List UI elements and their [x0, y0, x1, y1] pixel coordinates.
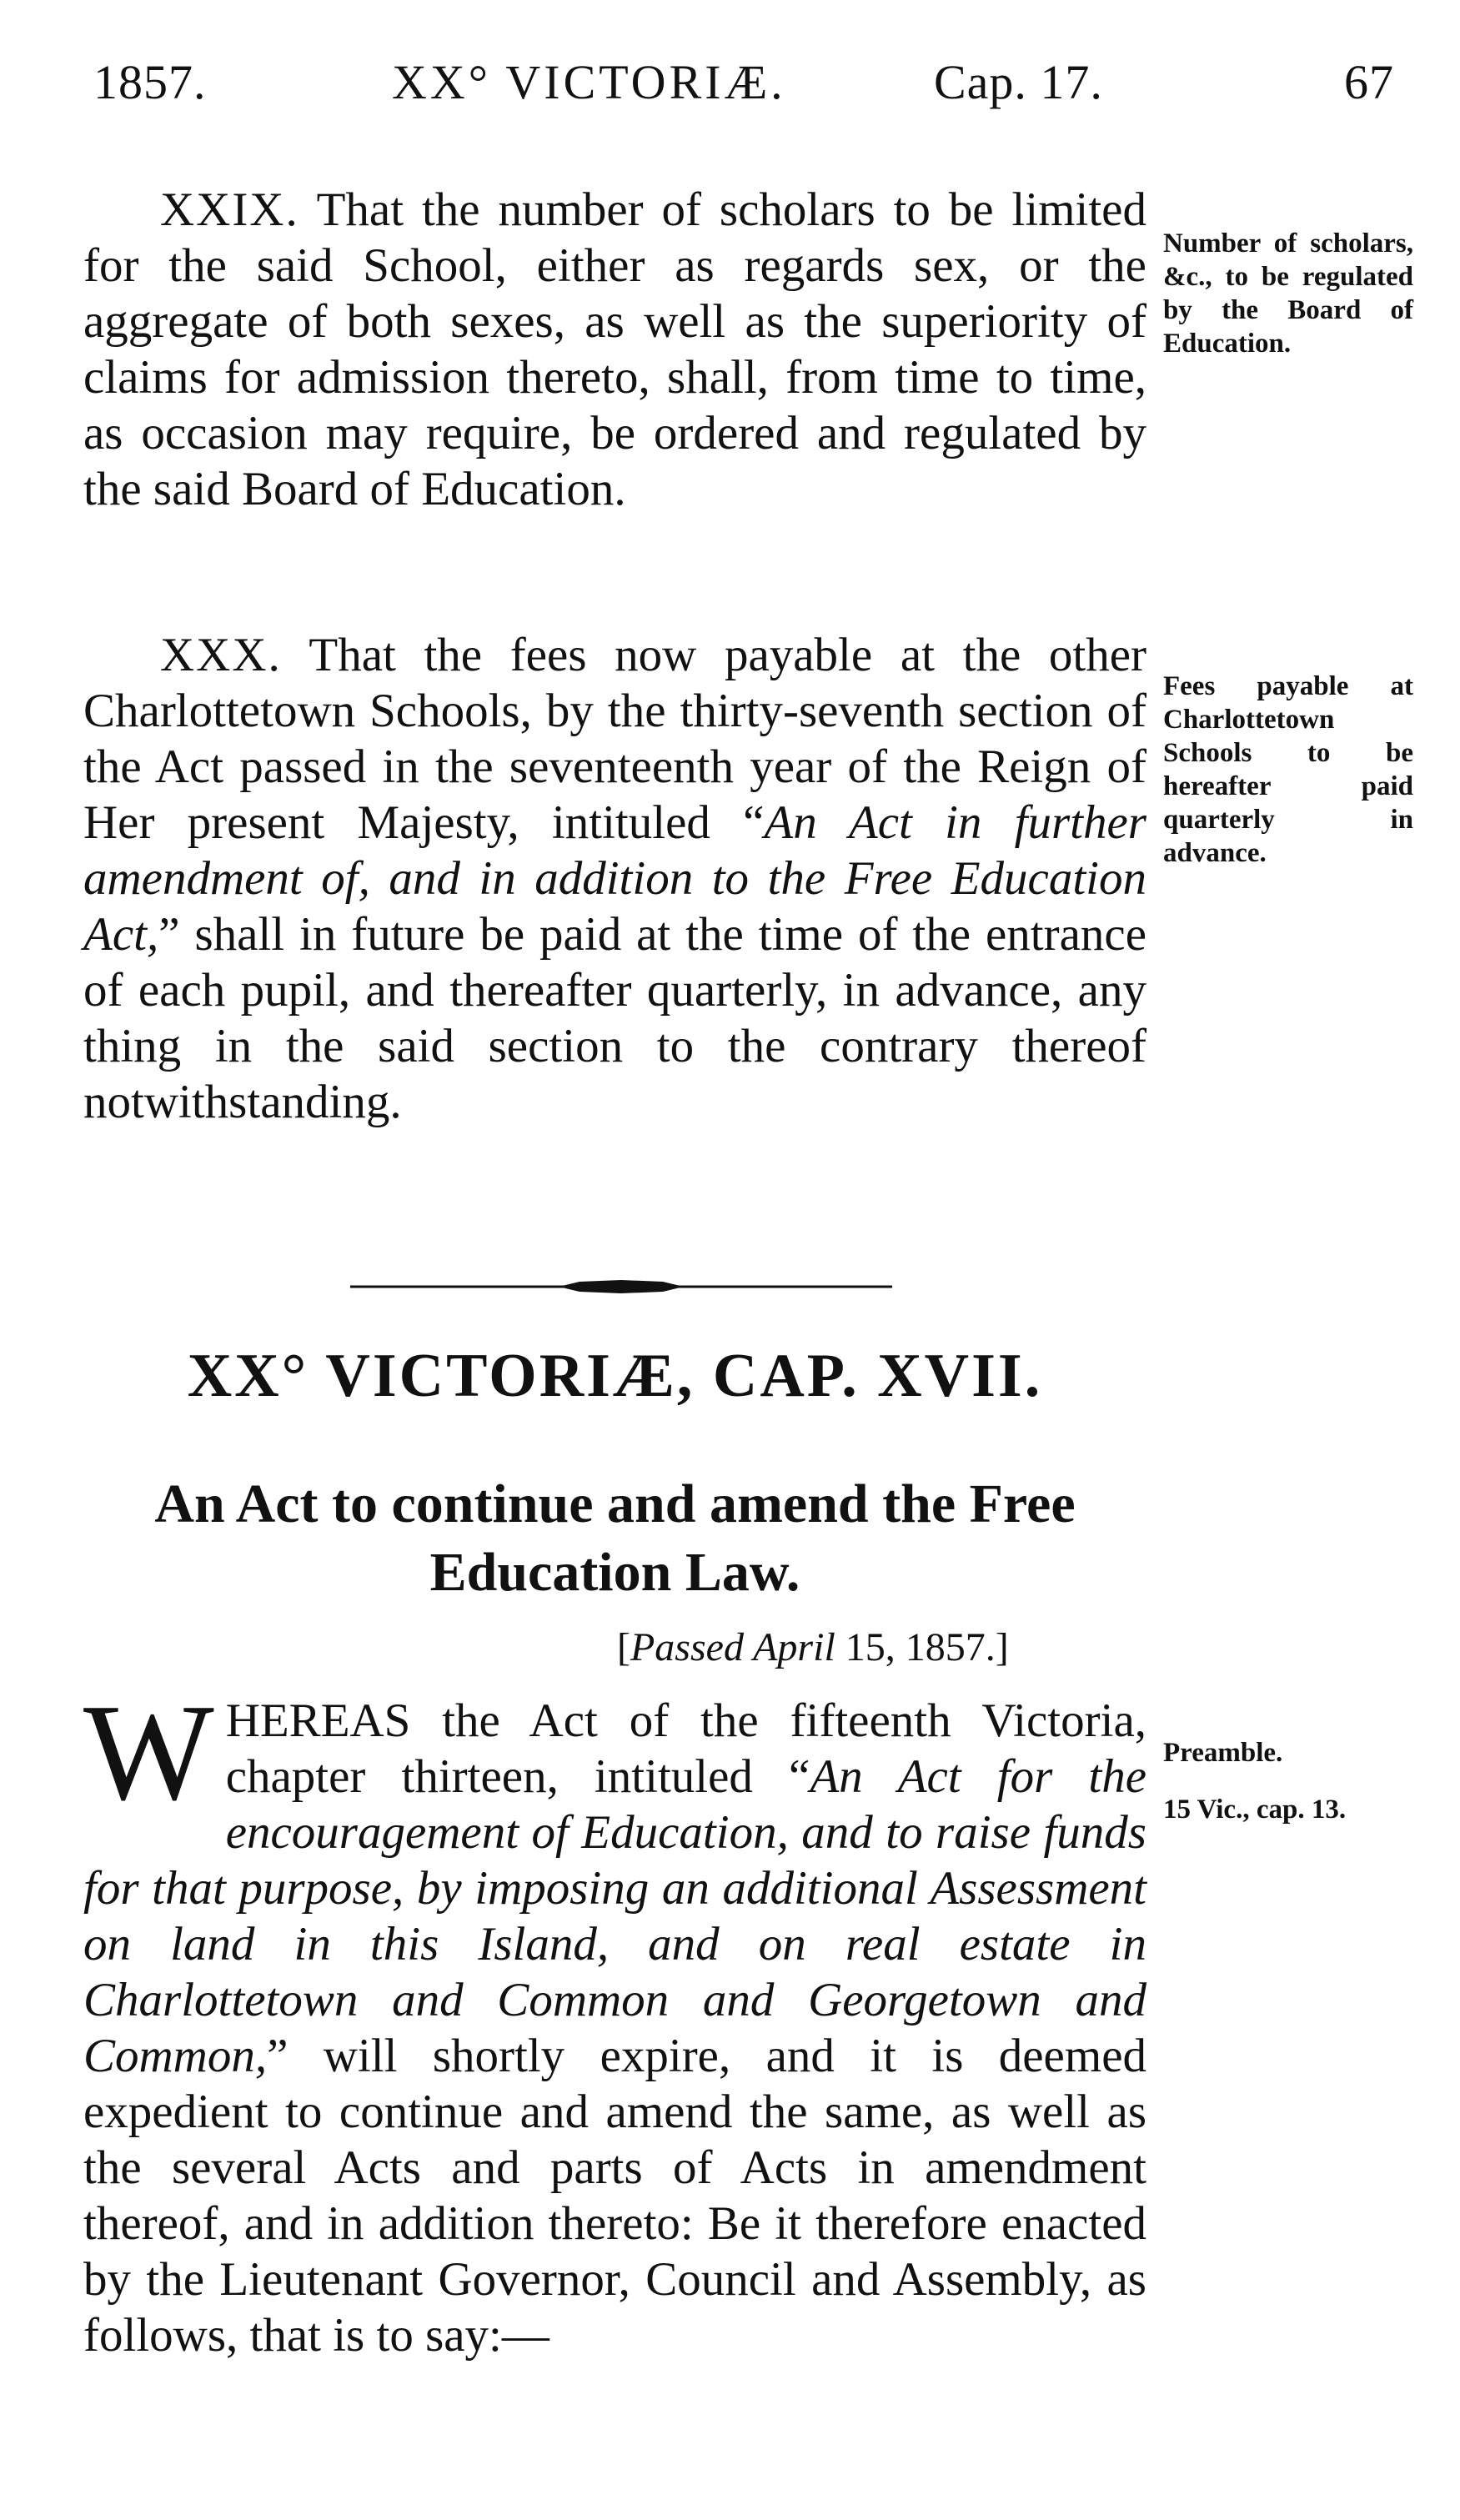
act-title	[83, 1470, 1146, 1607]
margin-note-citation: 15 Vic., cap. 13.	[1163, 1795, 1347, 1825]
margin-note-fees: Fees payable at Charlottetown Schools to be hereafter paid quarterly in advance.	[1163, 671, 1413, 868]
act-citation: An Act in further amendment of, and in addition to the Free Education Act,	[83, 796, 1146, 961]
margin-note-preamble: Preamble.	[1163, 1738, 1283, 1768]
drop-cap: W	[83, 1675, 214, 1829]
page-number: 67	[1344, 55, 1394, 109]
section-number: XXX.	[160, 629, 282, 681]
section-xxix	[83, 182, 1146, 517]
passed-date: [Passed April 15, 1857.]	[617, 1625, 1009, 1669]
act-title-line-1: An Act to continue and amend the Free	[154, 1473, 1076, 1534]
act-title-line-2: Education Law.	[429, 1542, 800, 1603]
header-reign: XX° VICTORIÆ.	[392, 55, 786, 109]
preamble-after: ” will shortly expire, and it is deemed expedient to continue and amend the same, as well as the several Acts and parts of Acts in amendment thereof, and in addition thereto: Be it therefore enacted by the Lieutenant Governor, Council and Assembly, as follows, that is to say:—	[83, 2030, 1146, 2362]
section-body: That the number of scholars to be limited for the said School, either as regards sex, or the aggregate of both sexes, as well as the superiority of claims for admission thereto, shall, from time to time, as occasion may require, be ordered and regulated by the said Board of Education.	[83, 183, 1146, 515]
passed-date-value: 15, 1857.	[845, 1625, 996, 1669]
separator-rule	[350, 1278, 892, 1295]
margin-note-scholars: Number of scholars, &c., to be regulated by the Board of Education.	[1163, 228, 1413, 359]
chapter-heading: XX° VICTORIÆ, CAP. XVII.	[187, 1342, 1043, 1410]
preamble-before: HEREAS the Act of the fifteenth Victoria, chapter thirteen, intituled “	[225, 1694, 1146, 1803]
section-number: XXIX.	[160, 183, 299, 236]
section-xxix-text	[83, 182, 1146, 517]
section-body-before: That the fees now payable at the other Charlottetown Schools, by the thirty-seventh section of the Act passed in the seventeenth year of the Reign of Her present Majesty, intituled “	[83, 629, 1146, 849]
preamble	[83, 1675, 1146, 2363]
section-xxx	[83, 627, 1146, 1130]
header-year: 1857.	[93, 55, 207, 109]
passed-label: Passed April	[630, 1625, 835, 1669]
section-body-after: ” shall in future be paid at the time of the entrance of each pupil, and thereafter quarterly, in advance, any thing in the said section to the contrary thereof notwithstanding.	[83, 908, 1146, 1128]
header-chapter: Cap. 17.	[934, 55, 1103, 109]
section-xxx-text	[83, 627, 1146, 1130]
preamble-text	[83, 1675, 1146, 2363]
preamble-act-citation: An Act for the encouragement of Education, and to raise funds for that purpose, by imposing an additional Assessment on land in this Island, and on real estate in Charlottetown and Common and Georgetown and Common,	[83, 1750, 1146, 2082]
